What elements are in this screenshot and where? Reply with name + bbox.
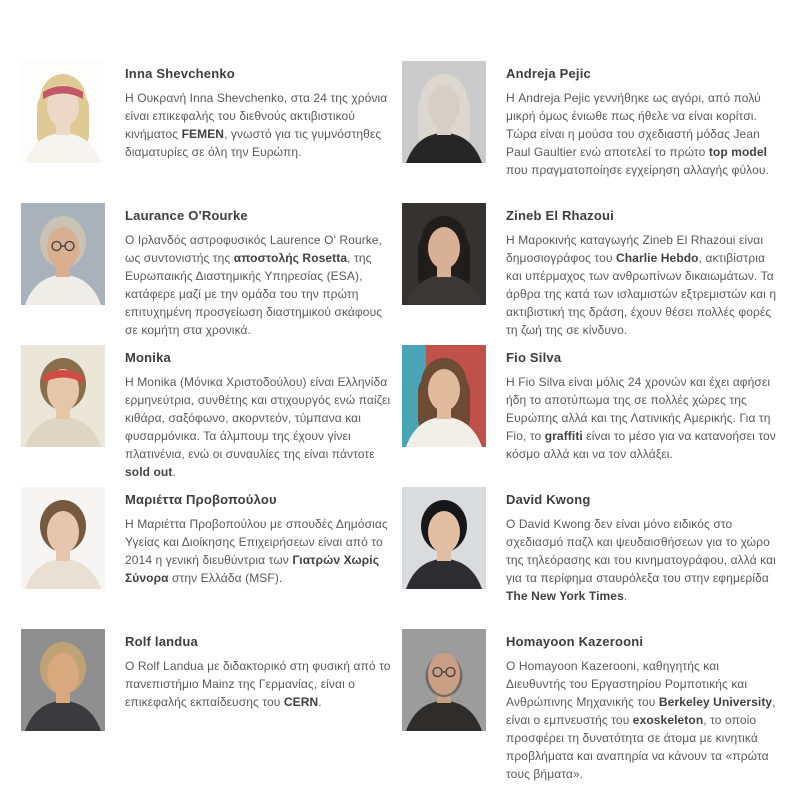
profile-photo xyxy=(402,61,486,163)
bio-text: , είναι ο εμπνευστής του xyxy=(506,695,776,727)
bio-bold-text: graffiti xyxy=(544,429,583,443)
bio-text: , το οποίο προσφέρει τη δυνατότητα σε άτομα με κινητικά προβλήματα και αναπηρία να κάνουν τα «πρώτα τους βήματα». xyxy=(506,713,769,781)
bio-bold-text: FEMEN xyxy=(181,127,225,141)
profile-info xyxy=(506,345,778,463)
bio-text: , της Ευρωπαικής Διαστημικής Υπηρεσίας (ESA), κατάφερε μαζί με την ομάδα του την πρώτη επιτυχημένη προσγείωση διαστημικού σκάφους σε κομήτη στα χρονικά. xyxy=(125,251,383,337)
profile-info xyxy=(125,345,397,481)
bio-text: Η Fio Silva είναι μόλις 24 χρονών και έχει αφήσει ήδη το αποτύπωμα της σε πολλές χώρες της Ευρώπης αλλά και της Λατινικής Αμερικής. Για τη Fio, το xyxy=(506,375,771,443)
profile-name: Monika xyxy=(125,350,171,365)
bio-text: Ο David Kwong δεν είναι μόνο ειδικός στο σχεδιασμό παζλ και ψευδαισθήσεων για το χώρο της τηλεόρασης και του κινηματογράφου, αλλά και για τα περίφημα σταυρόλεξα του στην εφημερίδα xyxy=(506,517,776,585)
profile-card xyxy=(21,203,402,345)
profile-info xyxy=(125,629,397,711)
profile-card xyxy=(402,629,783,781)
bio-bold-text: CERN xyxy=(283,695,319,709)
profile-bio xyxy=(506,231,778,339)
bio-text: . xyxy=(172,465,176,479)
profile-card xyxy=(21,487,402,629)
profile-bio xyxy=(506,89,778,179)
profiles-grid xyxy=(21,61,783,781)
bio-text: Η Monika (Μόνικα Χριστοδούλου) είναι Ελληνίδα ερμηνεύτρια, συνθέτης και στιχουργός ενώ παίζει κιθάρα, σαξόφωνο, ακορντεόν, τύμπανα και φυσαρμόνικα. Τα άλμπουμ της έχουν γίνει πλατινένια, ενώ οι συναυλίες της είναι πάντοτε xyxy=(125,375,391,461)
profile-bio xyxy=(506,373,778,463)
profile-card xyxy=(402,345,783,487)
bio-text: που πραγματοποίησε εγχείρηση αλλαγής φύλου. xyxy=(506,163,769,177)
profile-info xyxy=(506,203,778,339)
bio-text: . xyxy=(318,695,322,709)
profile-name: Rolf landua xyxy=(125,634,198,649)
profile-card xyxy=(402,61,783,203)
profile-card xyxy=(21,61,402,203)
profile-name: Homayoon Kazerooni xyxy=(506,634,644,649)
profile-bio xyxy=(125,657,397,711)
profile-bio xyxy=(125,373,397,481)
profile-info xyxy=(125,203,397,339)
bio-text: Η Μαροκινής καταγωγής Zineb El Rhazoui είναι δημοσιογράφος του xyxy=(506,233,764,265)
profile-photo xyxy=(21,487,105,589)
bio-text: στην Ελλάδα (MSF). xyxy=(168,571,283,585)
bio-bold-text: Charlie Hebdo xyxy=(615,251,699,265)
portrait-image xyxy=(402,629,486,731)
bio-text: Ο Ιρλανδός αστροφυσικός Laurence O' Rourke, ως συντονιστής της xyxy=(125,233,383,265)
profile-card xyxy=(402,203,783,345)
profile-photo xyxy=(402,345,486,447)
profile-info xyxy=(506,487,778,605)
profile-name: Zineb El Rhazoui xyxy=(506,208,614,223)
portrait-image xyxy=(402,203,486,305)
bio-text: είναι το μέσο για να κατανοήσει τον κόσμο αλλά και να τον αλλάξει. xyxy=(506,429,776,461)
bio-bold-text: Berkeley University xyxy=(658,695,773,709)
profile-name: David Kwong xyxy=(506,492,591,507)
portrait-image xyxy=(21,629,105,731)
profile-card xyxy=(402,487,783,629)
profile-photo xyxy=(21,629,105,731)
profile-bio xyxy=(506,657,778,783)
bio-bold-text: αποστολής Rosetta xyxy=(233,251,348,265)
profile-bio xyxy=(125,89,397,161)
profile-photo xyxy=(402,487,486,589)
profile-photo xyxy=(402,203,486,305)
bio-text: Ο Homayoon Kazerooni, καθηγητής και Διευθυντής του Εργαστηρίου Ρομποτικής και Ανθρώπινης Μηχανικής του xyxy=(506,659,748,709)
profile-bio xyxy=(125,231,397,339)
portrait-image xyxy=(402,345,486,447)
profile-bio xyxy=(506,515,778,605)
bio-text: Η Andreja Pejic γεννήθηκε ως αγόρι, από πολύ μικρή όμως ένιωθε πως ήθελε να είναι κορίτσι. Τώρα είναι η μούσα του σχεδιαστή μόδας Jean Paul Gaultier ενώ αποτελεί το πρώτο xyxy=(506,91,761,159)
profile-card xyxy=(21,345,402,487)
profile-name: Andreja Pejic xyxy=(506,66,591,81)
bio-text: , γνωστό για τις γυμνόστηθες διαματυρίες σε όλη την Ευρώπη. xyxy=(125,127,382,159)
profile-info xyxy=(125,61,397,161)
profile-name: Laurance O'Rourke xyxy=(125,208,248,223)
bio-bold-text: exoskeleton xyxy=(632,713,704,727)
bio-text: , ακτιβίστρια και υπέρμαχος των ανθρωπίνων δικαιωμάτων. Τα άρθρα της κατά των ισλαμιστών εξτρεμιστών και η ακτιβιστική της δράση, έχουν θέσει πολλές φορές τη ζωή της σε κίνδυνο. xyxy=(506,251,777,337)
profile-info xyxy=(125,487,397,587)
portrait-image xyxy=(21,203,105,305)
bio-bold-text: top model xyxy=(708,145,768,159)
profile-photo xyxy=(21,61,105,163)
portrait-image xyxy=(21,61,105,163)
portrait-image xyxy=(402,61,486,163)
profile-card xyxy=(21,629,402,771)
profile-photo xyxy=(402,629,486,731)
bio-text: Ο Rolf Landua με διδακτορικό στη φυσική από το πανεπιστήμιο Mainz της Γερμανίας, είναι ο επικεφαλής εκπαίδευσης του xyxy=(125,659,391,709)
bio-bold-text: The New York Times xyxy=(506,589,624,603)
profile-info xyxy=(506,629,778,783)
bio-text: Η Ουκρανή Inna Shevchenko, στα 24 της χρόνια είναι επικεφαλής του διεθνούς ακτιβιστικού κινήματος xyxy=(125,91,388,141)
profile-name: Fio Silva xyxy=(506,350,562,365)
profile-photo xyxy=(21,345,105,447)
bio-text: Η Μαριέττα Προβοπούλου με σπουδές Δημόσιας Υγείας και Διοίκησης Επιχειρήσεων είναι από το 2014 η γενική διευθύντρια των xyxy=(125,517,388,567)
portrait-image xyxy=(402,487,486,589)
bio-bold-text: Γιατρών Χωρίς Σύνορα xyxy=(125,553,380,585)
portrait-image xyxy=(21,487,105,589)
profile-name: Μαριέττα Προβοπούλου xyxy=(125,492,277,507)
profile-bio xyxy=(125,515,397,587)
portrait-image xyxy=(21,345,105,447)
bio-text: . xyxy=(623,589,628,603)
bio-bold-text: sold out xyxy=(125,465,173,479)
profile-name: Inna Shevchenko xyxy=(125,66,235,81)
profile-photo xyxy=(21,203,105,305)
profile-info xyxy=(506,61,778,179)
